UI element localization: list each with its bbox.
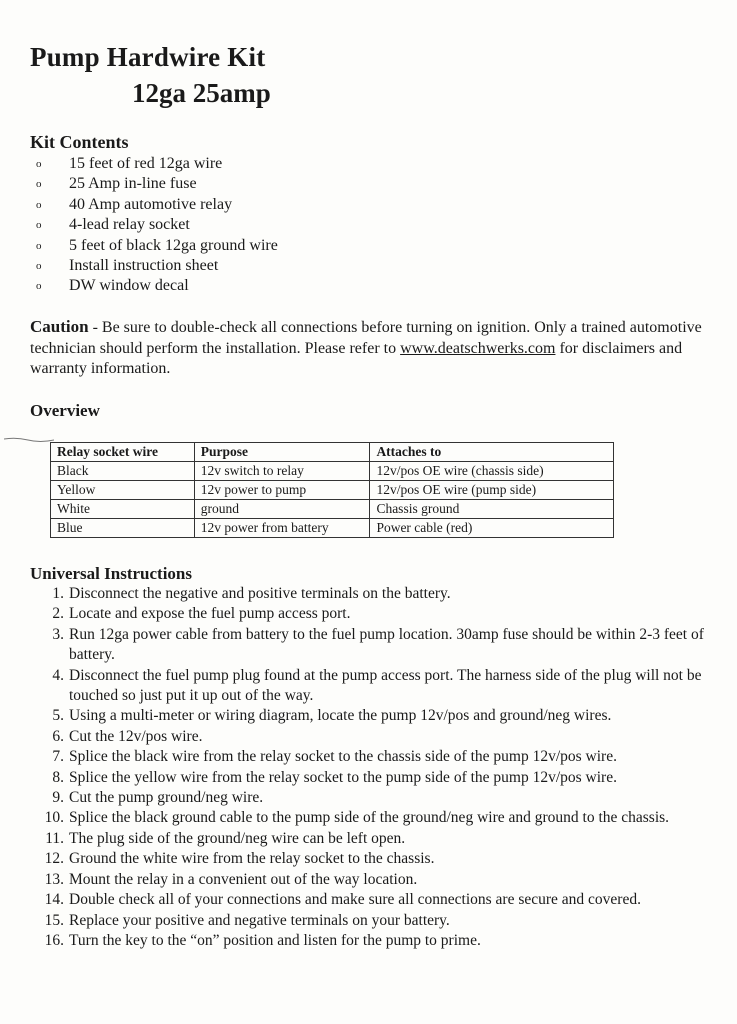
table-cell: Power cable (red)	[370, 519, 614, 538]
list-item	[36, 174, 436, 194]
table-cell: ground	[194, 500, 370, 519]
step-number: 1.	[52, 585, 64, 602]
step-text: Cut the 12v/pos wire.	[69, 727, 203, 745]
bullet-icon: o	[36, 219, 42, 232]
table-row	[51, 500, 614, 519]
instruction-step	[18, 666, 730, 707]
list-item-text: 15 feet of red 12ga wire	[69, 155, 223, 172]
title-line-2: 12ga 25amp	[132, 78, 271, 108]
title-line-1: Pump Hardwire Kit	[30, 42, 266, 72]
instruction-step	[18, 931, 730, 951]
bullet-icon: o	[36, 239, 42, 252]
column-header: Purpose	[194, 443, 370, 462]
step-text: Double check all of your connections and make sure all connections are secure and covered.	[69, 891, 641, 909]
list-item-text: 4-lead relay socket	[69, 216, 190, 234]
column-header: Attaches to	[370, 443, 614, 462]
instruction-step	[18, 727, 730, 747]
universal-instructions-heading: Universal Instructions	[30, 564, 192, 583]
table-row	[51, 481, 614, 500]
step-number: 7.	[52, 748, 64, 766]
step-text: Splice the black wire from the relay socket to the chassis side of the pump 12v/pos wire.	[69, 748, 617, 766]
table-cell: 12v/pos OE wire (chassis side)	[370, 462, 614, 481]
table-header-row	[51, 443, 614, 462]
instruction-step	[18, 706, 730, 726]
column-header: Relay socket wire	[51, 443, 195, 462]
step-number: 10.	[44, 809, 64, 827]
list-item-text: 25 Amp in-line fuse	[69, 175, 197, 193]
table-cell: Yellow	[51, 481, 195, 500]
instruction-step	[18, 625, 730, 666]
caution-text: - Be sure to double-check all connections before turning on ignition. Only a trained automotive technician should perform the installation. Please refer to	[30, 319, 702, 357]
step-text: Locate and expose the fuel pump access port.	[69, 605, 351, 623]
bullet-icon: o	[36, 198, 42, 211]
instruction-step	[18, 829, 730, 849]
kit-contents-list	[36, 154, 436, 297]
step-number: 16.	[44, 931, 64, 949]
table-row	[51, 462, 614, 481]
instruction-step	[18, 768, 730, 788]
table-cell: 12v/pos OE wire (pump side)	[370, 481, 614, 500]
instruction-step	[18, 849, 730, 869]
step-text: Replace your positive and negative terminals on your battery.	[69, 911, 450, 929]
list-item	[36, 215, 436, 235]
step-text: Using a multi-meter or wiring diagram, locate the pump 12v/pos and ground/neg wires.	[69, 707, 612, 725]
instruction-step	[18, 604, 730, 624]
list-item-text: Install instruction sheet	[69, 256, 219, 274]
instruction-step	[18, 808, 730, 828]
instruction-step	[18, 870, 730, 890]
step-text: Disconnect the fuel pump plug found at the pump access port. The harness side of the plug will not be touched so just put it up out of the way.	[69, 666, 702, 705]
list-item	[36, 256, 436, 276]
step-number: 5.	[52, 707, 64, 725]
step-number: 4.	[52, 666, 64, 684]
step-text: Cut the pump ground/neg wire.	[69, 789, 264, 807]
table-cell: Chassis ground	[370, 500, 614, 519]
table-cell: Blue	[51, 519, 195, 538]
table-cell: 12v power from battery	[194, 519, 370, 538]
instruction-step	[18, 911, 730, 931]
step-number: 15.	[44, 911, 64, 929]
instruction-step	[18, 788, 730, 808]
bullet-icon: o	[36, 158, 42, 170]
instruction-steps-list	[18, 584, 730, 951]
table-cell: 12v power to pump	[194, 481, 370, 500]
step-number: 11.	[45, 829, 64, 847]
step-number: 8.	[52, 768, 64, 786]
instruction-step	[18, 584, 730, 604]
relay-wiring-table	[50, 442, 614, 538]
step-text: Splice the black ground cable to the pump side of the ground/neg wire and ground to the chassis.	[69, 809, 670, 827]
step-text: Ground the white wire from the relay socket to the chassis.	[69, 850, 435, 868]
step-text: Splice the yellow wire from the relay socket to the pump side of the pump 12v/pos wire.	[69, 768, 617, 786]
bullet-icon: o	[36, 178, 42, 191]
bullet-icon: o	[36, 280, 42, 293]
instruction-step	[18, 747, 730, 767]
step-number: 14.	[44, 891, 64, 909]
step-number: 6.	[52, 727, 64, 745]
step-text: Run 12ga power cable from battery to the fuel pump location. 30amp fuse should be within 2-3 feet of battery.	[69, 625, 704, 664]
caution-label: Caution	[30, 317, 89, 336]
step-number: 9.	[52, 789, 64, 807]
list-item-text: 40 Amp automotive relay	[69, 195, 233, 213]
step-text: Mount the relay in a convenient out of the way location.	[69, 870, 418, 888]
caution-paragraph	[30, 317, 730, 380]
instruction-step	[18, 890, 730, 910]
website-link[interactable]: www.deatschwerks.com	[400, 339, 556, 357]
step-text: The plug side of the ground/neg wire can be left open.	[69, 829, 406, 847]
list-item	[36, 195, 436, 215]
list-item	[36, 236, 436, 256]
pen-mark	[4, 436, 54, 442]
list-item	[36, 154, 436, 174]
list-item-text: DW window decal	[69, 277, 189, 295]
step-number: 2.	[52, 605, 64, 623]
kit-contents-heading: Kit Contents	[30, 132, 129, 152]
step-number: 12.	[44, 850, 64, 868]
list-item	[36, 276, 436, 296]
list-item-text: 5 feet of black 12ga ground wire	[69, 236, 278, 254]
step-text: Disconnect the negative and positive terminals on the battery.	[69, 585, 451, 602]
step-number: 3.	[52, 625, 64, 643]
overview-heading: Overview	[30, 401, 100, 420]
table-cell: White	[51, 500, 195, 519]
table-cell: Black	[51, 462, 195, 481]
table-cell: 12v switch to relay	[194, 462, 370, 481]
step-text: Turn the key to the “on” position and listen for the pump to prime.	[69, 931, 481, 949]
table-row	[51, 519, 614, 538]
bullet-icon: o	[36, 259, 42, 272]
caution-text-end: for disclaimers and warranty information.	[30, 339, 683, 377]
step-number: 13.	[44, 870, 64, 888]
